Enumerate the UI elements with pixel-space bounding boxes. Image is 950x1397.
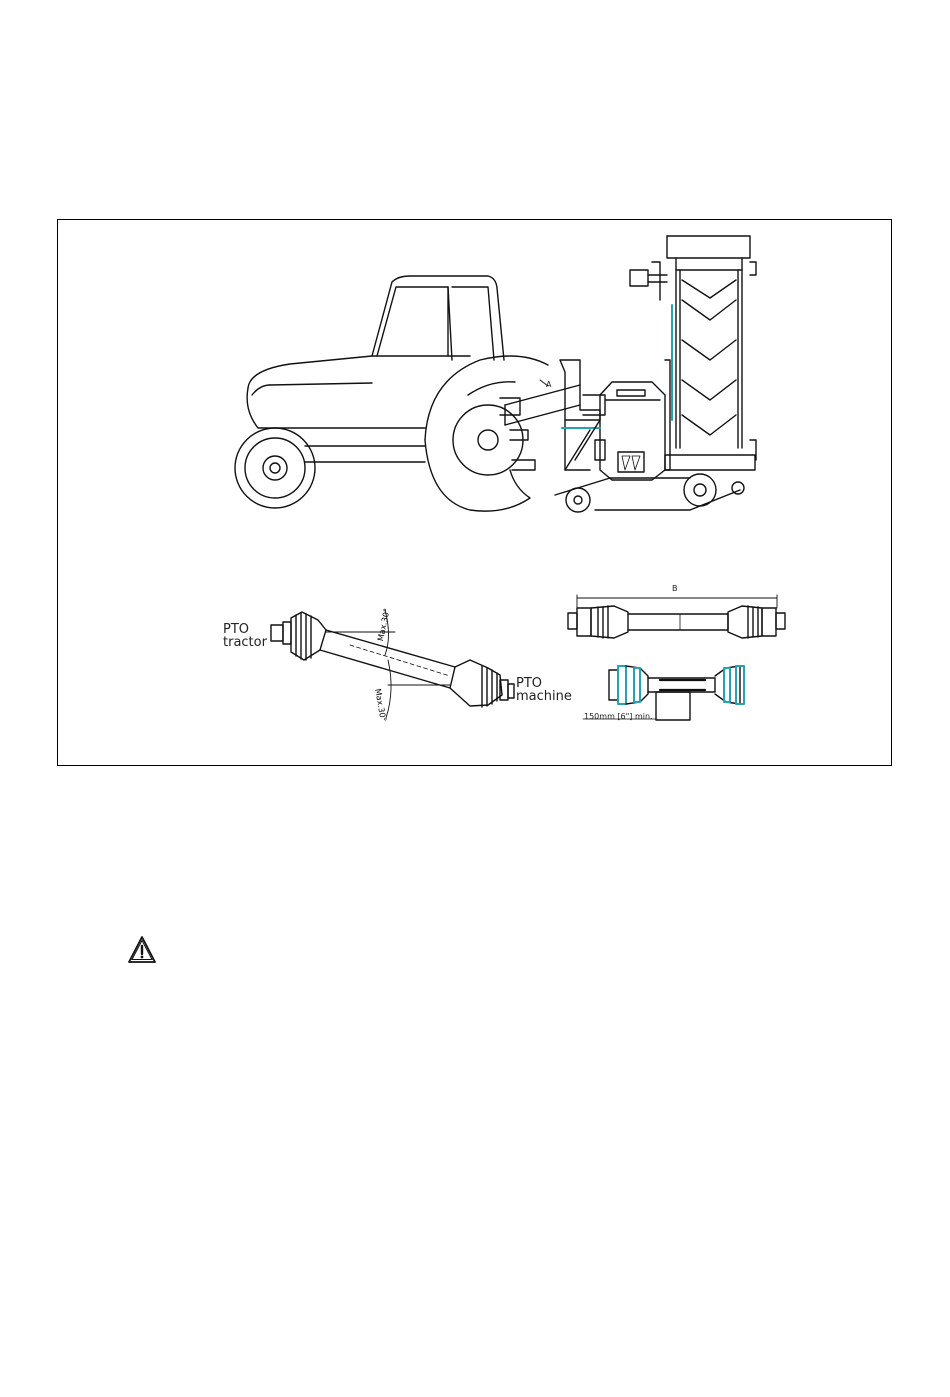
label-a: A xyxy=(546,380,552,389)
pto-machine-label-line1: PTO xyxy=(516,676,543,691)
angled-pto-shaft xyxy=(271,610,514,718)
straight-pto-shaft xyxy=(568,595,785,638)
pto-tractor-label-line2: tractor xyxy=(223,635,267,650)
pto-machine-label-line2: machine xyxy=(516,689,572,704)
tractor-drawing xyxy=(235,276,548,511)
max-angle-top-label: Max.30° xyxy=(376,607,392,642)
max-angle-bottom-label: Max.30° xyxy=(373,688,388,723)
warning-triangle-icon xyxy=(127,935,157,965)
min-overlap-label: 150mm [6"] min. xyxy=(584,712,653,721)
pto-tractor-label-line1: PTO xyxy=(223,622,250,637)
label-b: B xyxy=(672,584,678,593)
machine-drawing xyxy=(555,236,756,512)
